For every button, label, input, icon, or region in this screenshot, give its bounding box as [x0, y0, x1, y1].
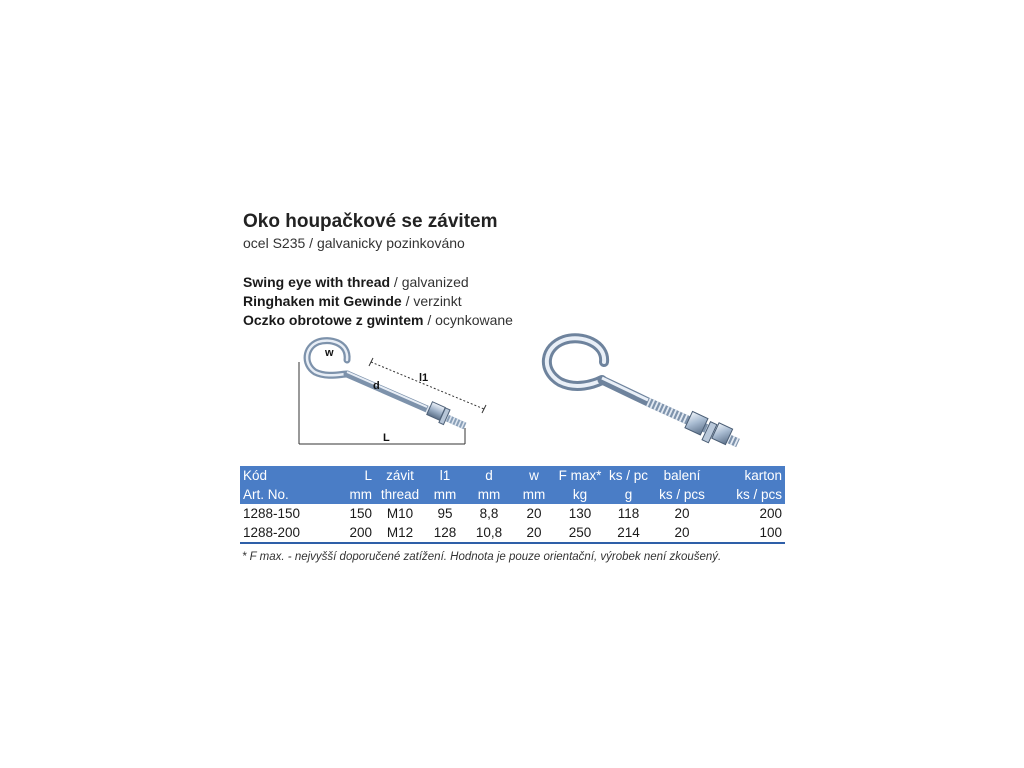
name-german: [243, 293, 462, 309]
label-l1: l1: [419, 372, 429, 384]
header-cell: F max*: [555, 466, 605, 485]
table-cell: M12: [375, 523, 425, 543]
table-cell: 200: [335, 523, 375, 543]
header-cell: d: [465, 466, 513, 485]
table-cell: 8,8: [479, 506, 499, 521]
table-cell: M10: [386, 506, 414, 521]
header-cell: thread: [375, 485, 425, 504]
table-cell: 20: [526, 506, 542, 521]
header-row: [240, 466, 785, 485]
header-row: [240, 485, 785, 504]
header-cell: balení: [652, 466, 712, 485]
table-cell: 128: [425, 523, 465, 543]
header-cell: Kód: [240, 466, 335, 485]
table-cell: 214: [605, 523, 652, 543]
table-cell: 100: [712, 523, 785, 543]
header-cell: ks / pc: [605, 466, 652, 485]
table-cell: 10,8: [465, 523, 513, 543]
table-cell: 1288-200: [240, 523, 335, 543]
spec-table: [240, 466, 785, 544]
header-cell: mm: [425, 485, 465, 504]
header-cell: w: [513, 466, 555, 485]
table-cell: 20: [674, 506, 690, 521]
label-w: w: [325, 347, 334, 359]
name-german-bold: Ringhaken mit Gewinde: [243, 293, 402, 309]
table-cell: 20: [513, 523, 555, 543]
table-cell: 20: [652, 523, 712, 543]
header-cell: mm: [513, 485, 555, 504]
name-polish: [243, 312, 513, 328]
header-cell: kg: [555, 485, 605, 504]
header-cell: Art. No.: [240, 485, 335, 504]
name-polish-normal: / ocynkowane: [423, 312, 513, 328]
dimension-drawing: [285, 330, 545, 455]
header-cell: l1: [425, 466, 465, 485]
header-cell: mm: [465, 485, 513, 504]
table-cell: 250: [555, 523, 605, 543]
product-photo: [520, 330, 750, 455]
table-row: [240, 523, 785, 543]
name-english: [243, 274, 469, 290]
header-cell: mm: [335, 485, 375, 504]
name-german-normal: / verzinkt: [401, 293, 462, 309]
footnote: * F max. - nejvyšší doporučené zatížení. Hodnota je pouze orientační, výrobek není zkoušený.: [242, 551, 722, 563]
header-cell: ks / pcs: [712, 485, 785, 504]
table-cell: 1288-150: [243, 506, 301, 521]
product-title: Oko houpačkové se závitem: [243, 211, 498, 232]
label-d: d: [373, 380, 380, 392]
header-cell: L: [335, 466, 375, 485]
header-cell: závit: [375, 466, 425, 485]
product-subtitle: ocel S235 / galvanicky pozinkováno: [243, 235, 465, 251]
header-cell: karton: [712, 466, 785, 485]
table-cell: 95: [437, 506, 453, 521]
table-row: [240, 504, 785, 523]
table-cell: 130: [568, 506, 592, 521]
shank: [347, 374, 427, 409]
table-cell: 150: [349, 506, 372, 521]
label-L: L: [383, 432, 390, 444]
header-cell: g: [605, 485, 652, 504]
name-polish-bold: Oczko obrotowe z gwintem: [243, 312, 424, 328]
table-cell: 118: [617, 506, 640, 521]
table-cell: 200: [759, 506, 782, 521]
name-english-bold: Swing eye with thread: [243, 274, 391, 290]
header-cell: ks / pcs: [652, 485, 712, 504]
name-english-normal: / galvanized: [390, 274, 469, 290]
